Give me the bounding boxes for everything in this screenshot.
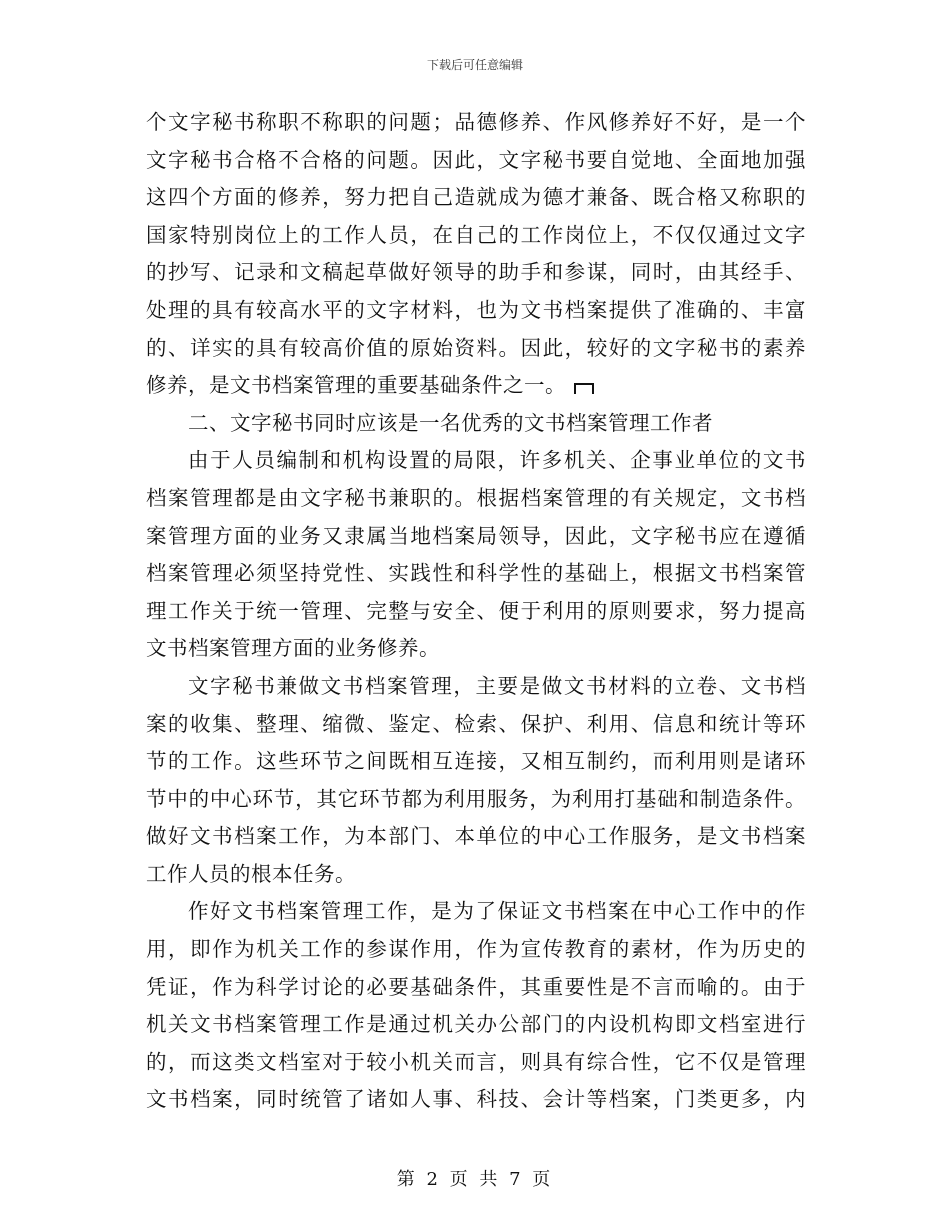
text-line: 个文字秘书称职不称职的问题；品德修养、作风修养好不好，是一个 [146, 110, 806, 134]
text-line: 处理的具有较高水平的文字材料，也为文书档案提供了准确的、丰富 [146, 297, 806, 322]
paragraph-mark-icon [574, 383, 594, 394]
text-line: 文书档案，同时统管了诸如人事、科技、会计等档案，门类更多，内 [146, 1087, 806, 1112]
text-line: 节的工作。这些环节之间既相互连接，又相互制约，而利用则是诸环 [146, 749, 806, 774]
document-body [146, 104, 806, 1119]
text-line: 用，即作为机关工作的参谋作用，作为宣传教育的素材，作为历史的 [146, 937, 806, 962]
text-line: 工作人员的根本任务。 [146, 861, 356, 886]
text-line: 的、详实的具有较高价值的原始资料。因此，较好的文字秘书的素养 [146, 335, 806, 360]
text-line: 由于人员编制和机构设置的局限，许多机关、企事业单位的文书 [188, 448, 806, 473]
text-line: 文书档案管理方面的业务修养。 [146, 636, 440, 661]
text-line: 案的收集、整理、缩微、鉴定、检索、保护、利用、信息和统计等环 [146, 711, 806, 736]
text-line: 档案管理都是由文字秘书兼职的。根据档案管理的有关规定，文书档 [146, 485, 806, 510]
text-line: 机关文书档案管理工作是通过机关办公部门的内设机构即文档室进行 [146, 1012, 806, 1037]
text-line: 的抄写、记录和文稿起草做好领导的助手和参谋，同时，由其经手、 [146, 260, 806, 285]
paragraph-end-line [146, 367, 806, 405]
text-line: 这四个方面的修养，努力把自己造就成为德才兼备、既合格又称职的 [146, 185, 806, 210]
text-line: 理工作关于统一管理、完整与安全、便于利用的原则要求，努力提高 [146, 598, 806, 623]
text-line: 修养，是文书档案管理的重要基础条件之一。 [146, 373, 566, 398]
text-line: 文字秘书合格不合格的问题。因此，文字秘书要自觉地、全面地加强 [146, 147, 806, 172]
page-header: 下载后可任意编辑 [426, 58, 523, 72]
text-line: 节中的中心环节，其它环节都为利用服务，为利用打基础和制造条件。 [146, 786, 806, 811]
text-line: 文字秘书兼做文书档案管理，主要是做文书材料的立卷、文书档 [188, 673, 806, 698]
text-line: 国家特别岗位上的工作人员，在自己的工作岗位上，不仅仅通过文字 [146, 222, 806, 247]
page-number: 第 2 页 共 7 页 [396, 1169, 554, 1190]
section-heading: 二、文字秘书同时应该是一名优秀的文书档案管理工作者 [188, 410, 713, 435]
text-line: 作好文书档案管理工作，是为了保证文书档案在中心工作中的作 [188, 899, 806, 924]
text-line: 做好文书档案工作，为本部门、本单位的中心工作服务，是文书档案 [146, 824, 806, 849]
text-line: 的，而这类文档室对于较小机关而言，则具有综合性，它不仅是管理 [146, 1049, 806, 1074]
text-line: 凭证，作为科学讨论的必要基础条件，其重要性是不言而喻的。由于 [146, 974, 806, 999]
text-line: 案管理方面的业务又隶属当地档案局领导，因此，文字秘书应在遵循 [146, 523, 806, 548]
text-line: 档案管理必须坚持党性、实践性和科学性的基础上，根据文书档案管 [146, 561, 806, 586]
